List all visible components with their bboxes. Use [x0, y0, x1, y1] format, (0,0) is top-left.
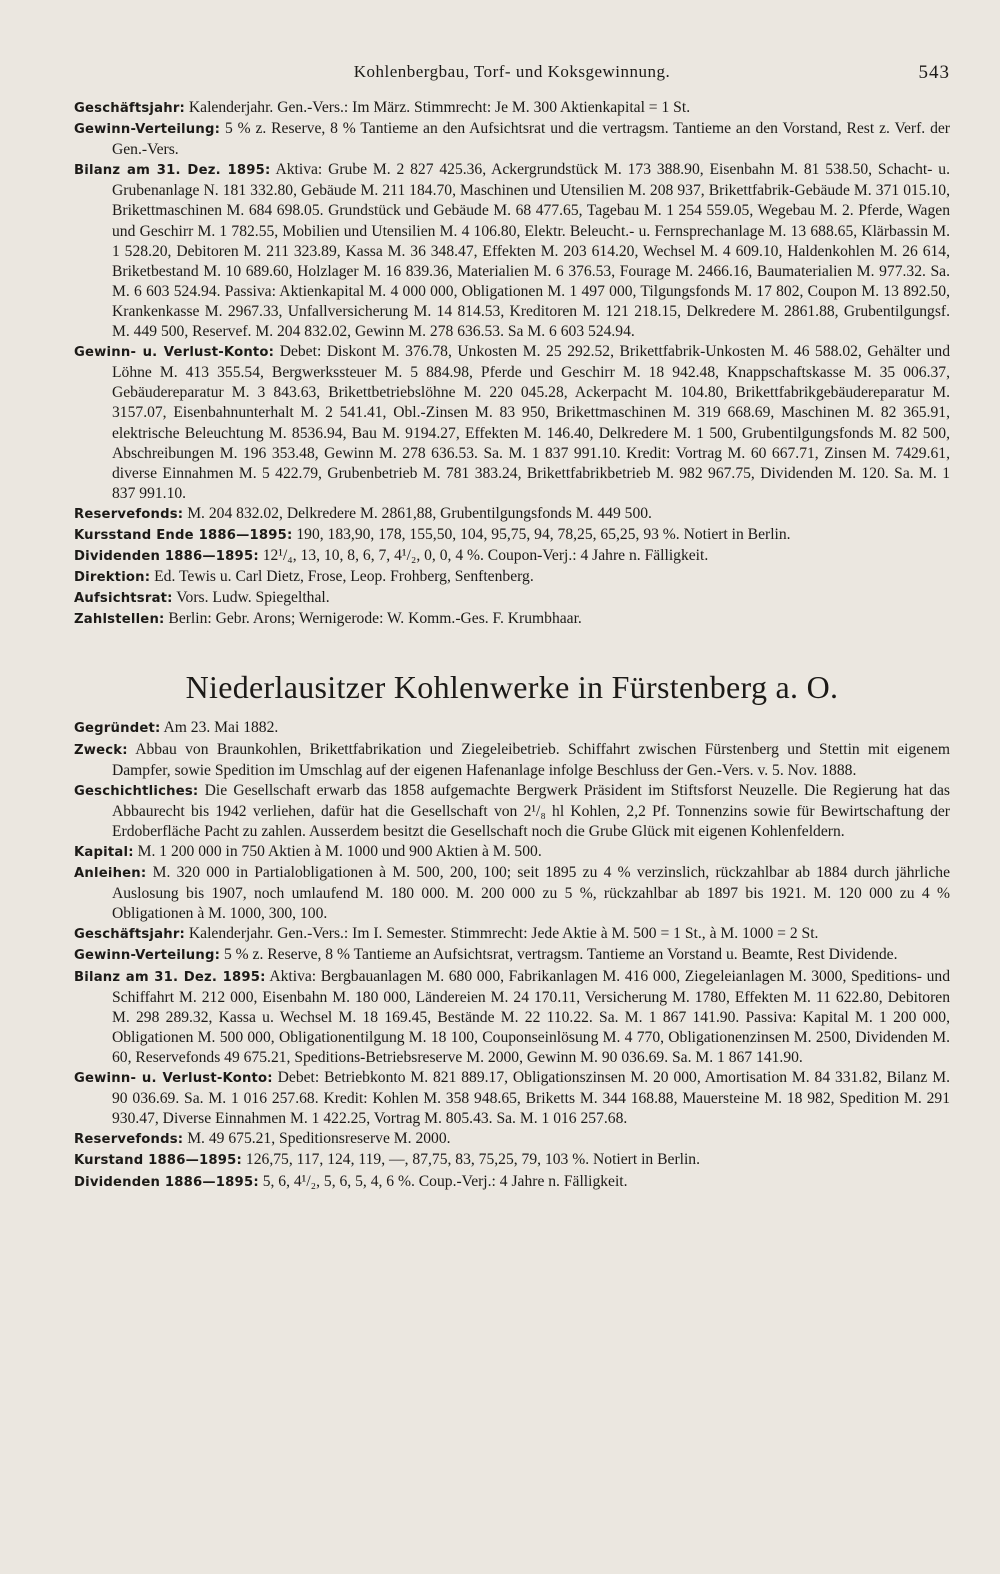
entry-gewinn-verteilung-2: [74, 945, 950, 966]
entry-label: Geschäftsjahr:: [74, 101, 185, 116]
entry-label: Anleihen:: [74, 866, 147, 882]
entry-text: Aktiva: Bergbauanlagen M. 680 000, Fabrikanlagen M. 416 000, Ziegeleianlagen M. 3000, Speditions- und Schiffahrt M. 212 000, Eisenbahn M. 180 000, Ländereien M. 24 170.11, Versicherung M. 1780, Effekten M. 11 622.80, Debitoren M. 298 289.32, Kassa u. Wechsel M. 18 169.45, Bestände M. 22 110.22. Sa. M. 1 867 141.90. Passiva: Kapital M. 1 200 000, Obligationen M. 500 000, Obligationentilgung M. 18 100, Couponseinlösung M. 4 770, Obligationenzinsen M. 2500, Dividenden M. 60, Reservefonds 49 675.21, Speditions-Betriebsreserve M. 2000, Gewinn M. 90 036.69. Sa. M. 1 867 141.90.: [112, 967, 950, 1066]
entry-label: Zweck:: [74, 742, 128, 758]
entry-label: Gegründet:: [74, 721, 161, 737]
entry-text: Ed. Tewis u. Carl Dietz, Frose, Leop. Frohberg, Senftenberg.: [150, 568, 534, 586]
entry-direktion: [74, 567, 950, 588]
entry-kapital: [74, 842, 950, 863]
entry-bilanz-2: [74, 967, 950, 1068]
entry-geschaeftsjahr: [74, 98, 950, 119]
entry-text: Abbau von Braunkohlen, Brikettfabrikation und Ziegeleibetrieb. Schiffahrt zwischen Fürstenberg und Stettin mit eigenem Dampfer, sowie Spedition im Umschlag auf der eigenen Hafenanlage infolge Beschluss der Gen.-Vers. v. 5. Nov. 1888.: [112, 740, 950, 779]
entry-label: Dividenden 1886—1895:: [74, 549, 259, 565]
entry-bilanz: [74, 160, 950, 342]
entry-dividenden: [74, 546, 950, 567]
entry-label: Direktion:: [74, 570, 151, 586]
entry-text: Am 23. Mai 1882.: [160, 719, 279, 737]
section-previous-company: [74, 98, 950, 630]
entry-text: Die Gesellschaft erwarb das 1858 aufgemachte Bergwerk Präsident im Stiftsforst Neuzelle. Die Regierung hat das Abbaurecht bis 1942 verliehen, dafür hat die Gesellschaft von 2¹/₈ hl Kohlen, 2,2 Pf. Tonnenzins sowie für Bewirtschaftung der Erdoberfläche Pacht zu zahlen. Ausserdem besitzt die Gesellschaft noch die Grube Glück mit eigenen Kohlenfeldern.: [112, 781, 950, 840]
entry-label: Kurstand 1886—1895:: [74, 1153, 243, 1169]
entry-label: Gewinn-Verteilung:: [74, 948, 221, 964]
entry-text: Aktiva: Grube M. 2 827 425.36, Ackergrundstück M. 173 388.90, Eisenbahn M. 81 538.50, Schacht- u. Grubenanlage N. 181 332.80, Gebäude M. 211 184.70, Maschinen und Utensilien M. 208 937, Brikettfabrik-Gebäude M. 371 015.10, Brikettmaschinen M. 684 698.05. Grundstück und Gebäude M. 68 477.65, Tagebau M. 1 254 559.05, Wegebau M. 2. Pferde, Wagen und Geschirr M. 1 782.55, Mobilien und Utensilien M. 4 106.80, Elektr. Beleucht.- u. Fernsprechanlage M. 13 688.65, Klärbassin M. 1 528.20, Debitoren M. 211 323.89, Kassa M. 36 348.47, Effekten M. 203 614.20, Wechsel M. 4 609.10, Haldenkohlen M. 26 614, Briketbestand M. 10 689.60, Holzlager M. 16 839.36, Materialien M. 6 376.53, Fourage M. 2466.16, Baumaterialien M. 977.32. Sa. M. 6 603 524.94. Passiva: Aktienkapital M. 4 000 000, Obligationen M. 1 497 000, Tilgungsfonds M. 17 802, Coupon M. 13 892.50, Krankenkasse M. 2967.33, Unfallversicherung M. 14 814.53, Kreditoren M. 121 218.15, Delkredere M. 2861.88, Grubentilgungsf. M. 449 500, Reservef. M. 204 832.02, Gewinn M. 278 636.53. Sa M. 6 603 524.94.: [112, 161, 950, 341]
company-title: Niederlausitzer Kohlenwerke in Fürstenberg a. O.: [185, 669, 839, 706]
entry-zweck: [74, 740, 950, 781]
entry-text: 5, 6, 4¹/₂, 5, 6, 5, 4, 6 %. Coup.-Verj.: 4 Jahre n. Fälligkeit.: [258, 1172, 628, 1190]
entry-label: Gewinn-Verteilung:: [74, 122, 221, 138]
running-title: Kohlenbergbau, Torf- und Koksgewinnung.: [353, 62, 671, 81]
entry-text: 190, 183,90, 178, 155,50, 104, 95,75, 94, 78,25, 65,25, 93 %. Notiert in Berlin.: [292, 525, 791, 543]
entry-text: Debet: Diskont M. 376.78, Unkosten M. 25 292.52, Brikettfabrik-Unkosten M. 46 588.02, Gehälter und Löhne M. 413 355.54, Bergwerkssteuer M. 5 884.98, Pferde und Geschirr M. 18 942.48, Knappschaftskasse M. 35 006.37, Gebäudereparatur M. 3 843.63, Brikettbetriebslöhne M. 220 045.28, Ackerpacht M. 104.80, Brikettfabrikgebäudereparatur M. 3157.07, Eisenbahnunterhalt M. 2 541.41, Obl.-Zinsen M. 83 950, Brikettmaschinen M. 319 668.69, Maschinen M. 82 365.91, elektrische Beleuchtung M. 8536.94, Bau M. 9194.27, Effekten M. 146.40, Delkredere M. 1 500, Grubentilgungsfonds M. 82 500, Abschreibungen M. 196 353.48, Gewinn M. 278 636.53. Sa. M. 1 837 991.10. Kredit: Vortrag M. 60 667.71, Zinsen M. 7429.61, diverse Einnahmen M. 5 422.79, Grubenbetrieb M. 781 383.24, Brikettfabrikbetrieb M. 982 967.75, Dividenden M. 120. Sa. M. 1 837 991.10.: [112, 343, 951, 502]
entry-label: Kursstand Ende 1886—1895:: [74, 527, 293, 543]
entry-text: 5 % z. Reserve, 8 % Tantieme an den Aufsichtsrat und die vertragsm. Tantieme an den Vorstand, Rest z. Verf. der Gen.-Vers.: [112, 120, 950, 159]
entry-geschaeftsjahr-2: [74, 924, 950, 945]
entry-text: 12¹/₄, 13, 10, 8, 6, 7, 4¹/₂, 0, 0, 4 %. Coupon-Verj.: 4 Jahre n. Fälligkeit.: [258, 547, 709, 565]
entry-gewinn-verlust: [74, 342, 950, 504]
entry-anleihen: [74, 863, 950, 924]
entry-text: 126,75, 117, 124, 119, —, 87,75, 83, 75,25, 79, 103 %. Notiert in Berlin.: [242, 1151, 700, 1169]
entry-gewinn-verlust-2: [74, 1068, 950, 1129]
page-number: 543: [918, 62, 950, 83]
entry-label: Aufsichtsrat:: [74, 591, 173, 607]
section-niederlausitzer: [74, 718, 950, 1192]
entry-text: M. 49 675.21, Speditionsreserve M. 2000.: [183, 1130, 451, 1148]
entry-label: Reservefonds:: [74, 1132, 184, 1148]
entry-label: Reservefonds:: [74, 506, 184, 522]
entry-text: Berlin: Gebr. Arons; Wernigerode: W. Komm.-Ges. F. Krumbhaar.: [164, 610, 582, 628]
entry-label: Dividenden 1886—1895:: [74, 1174, 259, 1190]
entry-zahlstellen: [74, 609, 950, 630]
entry-label: Gewinn- u. Verlust-Konto:: [74, 1071, 273, 1087]
entry-geschichtliches: [74, 781, 950, 842]
entry-text: M. 1 200 000 in 750 Aktien à M. 1000 und 900 Aktien à M. 500.: [133, 843, 542, 860]
entry-reservefonds-2: [74, 1129, 950, 1150]
entry-kursstand: [74, 525, 950, 546]
entry-reservefonds: [74, 504, 950, 525]
entry-text: Kalenderjahr. Gen.-Vers.: Im März. Stimmrecht: Je M. 300 Aktienkapital = 1 St.: [185, 99, 691, 116]
entry-label: Bilanz am 31. Dez. 1895:: [74, 163, 271, 179]
entry-label: Gewinn- u. Verlust-Konto:: [74, 345, 275, 361]
entry-text: M. 204 832.02, Delkredere M. 2861,88, Grubentilgungsfonds M. 449 500.: [183, 504, 652, 522]
entry-label: Geschichtliches:: [74, 783, 199, 799]
page-header: [74, 62, 950, 96]
entry-text: Vors. Ludw. Spiegelthal.: [172, 589, 330, 607]
entry-gewinn-verteilung: [74, 119, 950, 160]
entry-label: Bilanz am 31. Dez. 1895:: [74, 969, 266, 985]
entry-text: 5 % z. Reserve, 8 % Tantieme an Aufsichtsrat, vertragsm. Tantieme an Vorstand u. Beamte, Rest Dividende.: [220, 946, 898, 964]
entry-kurstand-2: [74, 1150, 950, 1171]
entry-aufsichtsrat: [74, 588, 950, 609]
entry-dividenden-2: [74, 1172, 950, 1193]
entry-text: Debet: Betriebkonto M. 821 889.17, Obligationszinsen M. 20 000, Amortisation M. 84 331.82, Bilanz M. 90 036.69. Sa. M. 1 016 257.68. Kredit: Kohlen M. 358 948.65, Briketts M. 344 168.88, Mauersteine M. 18 982, Spedition M. 291 930.47, Diverse Einnahmen M. 1 422.25, Vortrag M. 805.43. Sa. M. 1 016 257.68.: [112, 1069, 950, 1128]
entry-gegruendet: [74, 718, 950, 739]
entry-label: Kapital:: [74, 845, 134, 860]
entry-text: Kalenderjahr. Gen.-Vers.: Im I. Semester. Stimmrecht: Jede Aktie à M. 500 = 1 St., à M. 1000 = 2 St.: [185, 925, 819, 943]
entry-text: M. 320 000 in Partialobligationen à M. 500, 200, 100; seit 1895 zu 4 % verzinslich, rückzahlbar ab 1884 durch jährliche Auslosung bis 1907, noch umlaufend M. 180 000. M. 200 000 zu 5 %, rückzahlbar ab 1897 bis 1921. M. 120 000 zu 4 % Obligationen à M. 1000, 300, 100.: [112, 864, 950, 923]
entry-label: Geschäftsjahr:: [74, 927, 185, 943]
entry-label: Zahlstellen:: [74, 612, 165, 628]
